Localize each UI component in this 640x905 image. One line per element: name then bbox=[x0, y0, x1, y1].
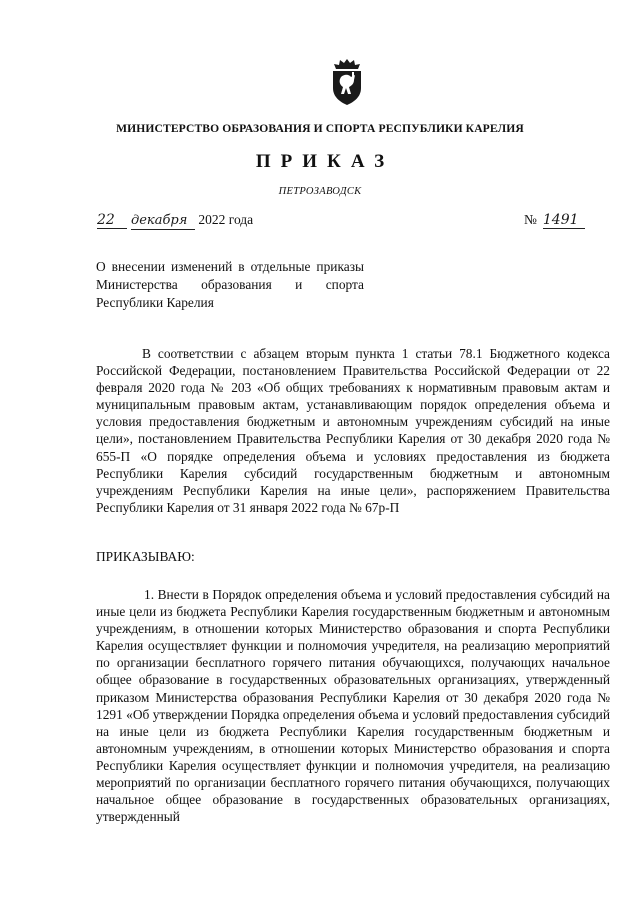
date-year: 2022 года bbox=[198, 212, 254, 227]
order-number bbox=[524, 212, 585, 229]
city-name: ПЕТРОЗАВОДСК bbox=[278, 186, 362, 197]
date-day-handwritten: 22 bbox=[97, 212, 127, 229]
date-month-handwritten: декабря bbox=[131, 213, 195, 230]
order-keyword: ПРИКАЗЫВАЮ: bbox=[96, 549, 195, 564]
order-date bbox=[97, 212, 253, 230]
number-label: № bbox=[524, 212, 537, 227]
order-subject: О внесении изменений в отдельные приказы Министерства образования и спорта Республики Карелия bbox=[96, 259, 364, 310]
number-handwritten: 1491 bbox=[543, 212, 585, 229]
preamble-paragraph: В соответствии с абзацем вторым пункта 1 статьи 78.1 Бюджетного кодекса Российской Федерации, постановлением Правительства Российской Федерации от 22 февраля 2020 года № 203 «Об общих требованиях к нормативным правовым актам и муниципальным правовым актам, устанавливающим порядок определения объема и условия предоставления бюджетным и автономным учреждениям субсидий на иные цели», постановлением Правительства Республики Карелия от 30 декабря 2020 года № 655-П «О порядке определения объема и условиях предоставления из бюджета Республики Карелия субсидий государственным бюджетным и автономным учреждениям Республики Карелия на иные цели», распоряжением Правительства Республики Карелия от 31 января 2022 года № 67р-П bbox=[96, 346, 610, 515]
coat-of-arms-icon bbox=[327, 58, 367, 106]
ministry-name: МИНИСТЕРСТВО ОБРАЗОВАНИЯ И СПОРТА РЕСПУБЛИКИ КАРЕЛИЯ bbox=[116, 122, 524, 135]
item-1-paragraph: 1. Внести в Порядок определения объема и условий предоставления субсидий на иные цели из бюджета Республики Карелия государственным бюджетным и автономным учреждениям, в отношении которых Министерство образования и спорта Республики Карелия осуществляет функции и полномочия учредителя, на реализацию мероприятий по организации бесплатного горячего питания обучающихся, получающих начальное общее образование в государственных образовательных организациях, утвержденный приказом Министерства образования Республики Карелия от 30 декабря 2020 года № 1291 «Об утверждении Порядка определения объема и условий предоставления субсидий на иные цели из бюджета Республики Карелия государственным бюджетным и автономным учреждениям, в отношении которых Министерство образования и спорта Республики Карелия осуществляет функции и полномочия учредителя, на реализацию мероприятий по организации бесплатного горячего питания обучающихся, получающих начальное общее образование в государственных образовательных организациях, утвержденный bbox=[96, 587, 610, 825]
document-type-title: ПРИКАЗ bbox=[255, 151, 395, 172]
